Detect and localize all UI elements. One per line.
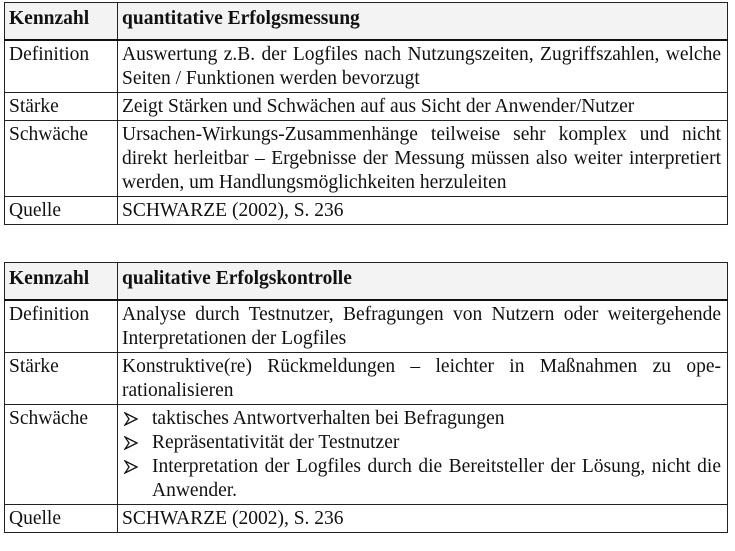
row-bullets-cell — [118, 405, 728, 505]
table-row-definition — [5, 300, 728, 353]
arrowhead-bullet-icon — [124, 412, 138, 426]
header-value-cell: quantitative Erfolgsmessung — [118, 3, 728, 41]
row-text: Analyse durch Testnutzer, Befragungen von Nutzern oder weitergehende Interpretationen der Logfiles — [118, 300, 728, 353]
table-header-row — [5, 3, 728, 41]
bullet-item — [122, 407, 721, 431]
table-row-definition — [5, 40, 728, 93]
table-row-staerke — [5, 353, 728, 405]
bullet-list — [122, 407, 721, 503]
table-quantitative-erfolgsmessung — [4, 2, 728, 225]
bullet-text: taktisches Antwortverhalten bei Befragungen — [152, 408, 505, 429]
bullet-item — [122, 431, 721, 455]
arrowhead-bullet-icon — [124, 460, 138, 474]
row-text: Auswertung z.B. der Logfiles nach Nutzungszeiten, Zugriffszahlen, welche Seiten / Funktionen werden bevorzugt — [118, 40, 728, 93]
row-label: Stärke — [5, 353, 118, 405]
row-text: Ursachen-Wirkungs-Zusammenhänge teilweise sehr komplex und nicht direkt herleitbar – Ergebnisse der Messung müssen also weiter interpretiert werden, um Handlungsmöglichkeiten herzuleiten — [118, 121, 728, 197]
row-label: Stärke — [5, 93, 118, 121]
header-label-cell: Kennzahl — [5, 263, 118, 301]
row-label: Schwäche — [5, 405, 118, 505]
table-row-quelle — [5, 197, 728, 225]
header-label-cell: Kennzahl — [5, 3, 118, 41]
row-text: Zeigt Stärken und Schwächen auf aus Sicht der Anwender/Nutzer — [118, 93, 728, 121]
row-label: Quelle — [5, 197, 118, 225]
table-row-quelle — [5, 505, 728, 533]
row-label: Definition — [5, 40, 118, 93]
bullet-item — [122, 455, 721, 503]
row-text: Konstruktive(re) Rückmeldungen – leichter in Maßnahmen zu operationalisieren — [118, 353, 728, 405]
table-row-schwaeche — [5, 405, 728, 505]
row-label: Definition — [5, 300, 118, 353]
table-row-schwaeche — [5, 121, 728, 197]
row-label: Schwäche — [5, 121, 118, 197]
row-text: SCHWARZE (2002), S. 236 — [118, 505, 728, 533]
bullet-text: Repräsentativität der Testnutzer — [152, 432, 400, 453]
bullet-text: Interpretation der Logfiles durch die Bereitsteller der Lösung, nicht die Anwender. — [152, 456, 721, 501]
row-label: Quelle — [5, 505, 118, 533]
header-value-cell: qualitative Erfolgskontrolle — [118, 263, 728, 301]
arrowhead-bullet-icon — [124, 436, 138, 450]
table-qualitative-erfolgskontrolle — [4, 262, 728, 533]
table-header-row — [5, 263, 728, 301]
row-text: SCHWARZE (2002), S. 236 — [118, 197, 728, 225]
table-row-staerke — [5, 93, 728, 121]
